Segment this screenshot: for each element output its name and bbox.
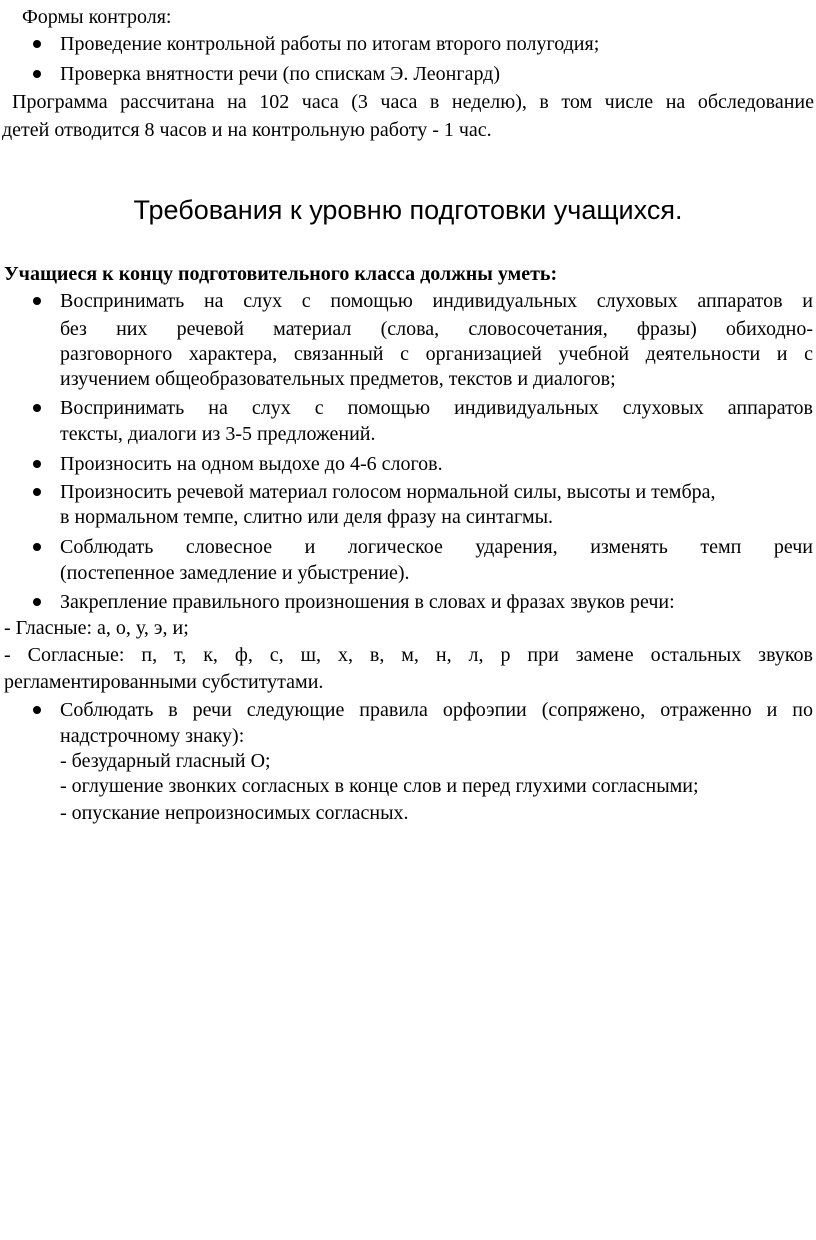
orthoepy-rule: - безударный гласный О; — [60, 750, 271, 772]
requirement-line: надстрочному знаку): — [60, 725, 245, 747]
bullet-icon — [33, 404, 41, 412]
orthoepy-rule: - опускание непроизносимых согласных. — [60, 802, 409, 824]
orthoepy-rule: - оглушение звонких согласных в конце слов и перед глухими согласными; — [60, 775, 699, 797]
bullet-icon — [33, 460, 41, 468]
program-text-line: детей отводится 8 часов и на контрольную работу - 1 час. — [2, 119, 492, 141]
bullet-icon — [33, 543, 41, 551]
bullet-icon — [33, 488, 41, 496]
requirement-line: Воспринимать на слух с помощью индивидуальных слуховых аппаратов — [60, 397, 813, 419]
bullet-icon — [33, 297, 41, 305]
requirement-line: Закрепление правильного произношения в словах и фразах звуков речи: — [60, 591, 675, 613]
requirement-line: в нормальном темпе, слитно или деля фразу на синтагмы. — [60, 506, 554, 528]
bullet-icon — [33, 70, 41, 78]
program-text-line: Программа рассчитана на 102 часа (3 часа в неделю), в том числе на обследование — [12, 91, 814, 113]
requirement-line: (постепенное замедление и убыстрение). — [60, 562, 410, 584]
section-subheading: Учащиеся к концу подготовительного класса должны уметь: — [4, 263, 558, 285]
section-heading: Требования к уровню подготовки учащихся. — [133, 195, 683, 225]
consonants-line: регламентированными субститутами. — [4, 671, 324, 693]
control-item: Проверка внятности речи (по спискам Э. Леонгард) — [60, 63, 501, 85]
requirement-line: Произносить речевой материал голосом нормальной силы, высоты и тембра, — [60, 481, 716, 503]
requirement-line: Соблюдать словесное и логическое ударения, изменять темп речи — [60, 536, 813, 558]
requirement-line: без них речевой материал (слова, словосочетания, фразы) обиходно- — [60, 318, 813, 340]
bullet-icon — [33, 598, 41, 606]
control-title: Формы контроля: — [22, 6, 172, 28]
bullet-icon — [33, 706, 41, 714]
requirement-line: тексты, диалоги из 3-5 предложений. — [60, 423, 376, 445]
requirement-line: Произносить на одном выдохе до 4-6 слогов. — [60, 453, 443, 475]
bullet-icon — [33, 40, 41, 48]
requirement-line: изучением общеобразовательных предметов, текстов и диалогов; — [60, 368, 616, 390]
control-item: Проведение контрольной работы по итогам второго полугодия; — [60, 33, 600, 55]
consonants-line: - Согласные: п, т, к, ф, с, ш, х, в, м, н, л, р при замене остальных звуков — [4, 644, 813, 666]
vowels-line: - Гласные: а, о, у, э, и; — [4, 617, 189, 639]
requirement-line: Воспринимать на слух с помощью индивидуальных слуховых аппаратов и — [60, 290, 813, 312]
requirement-line: разговорного характера, связанный с организацией учебной деятельности и с — [60, 343, 813, 365]
requirement-line: Соблюдать в речи следующие правила орфоэпии (сопряжено, отраженно и по — [60, 699, 813, 721]
